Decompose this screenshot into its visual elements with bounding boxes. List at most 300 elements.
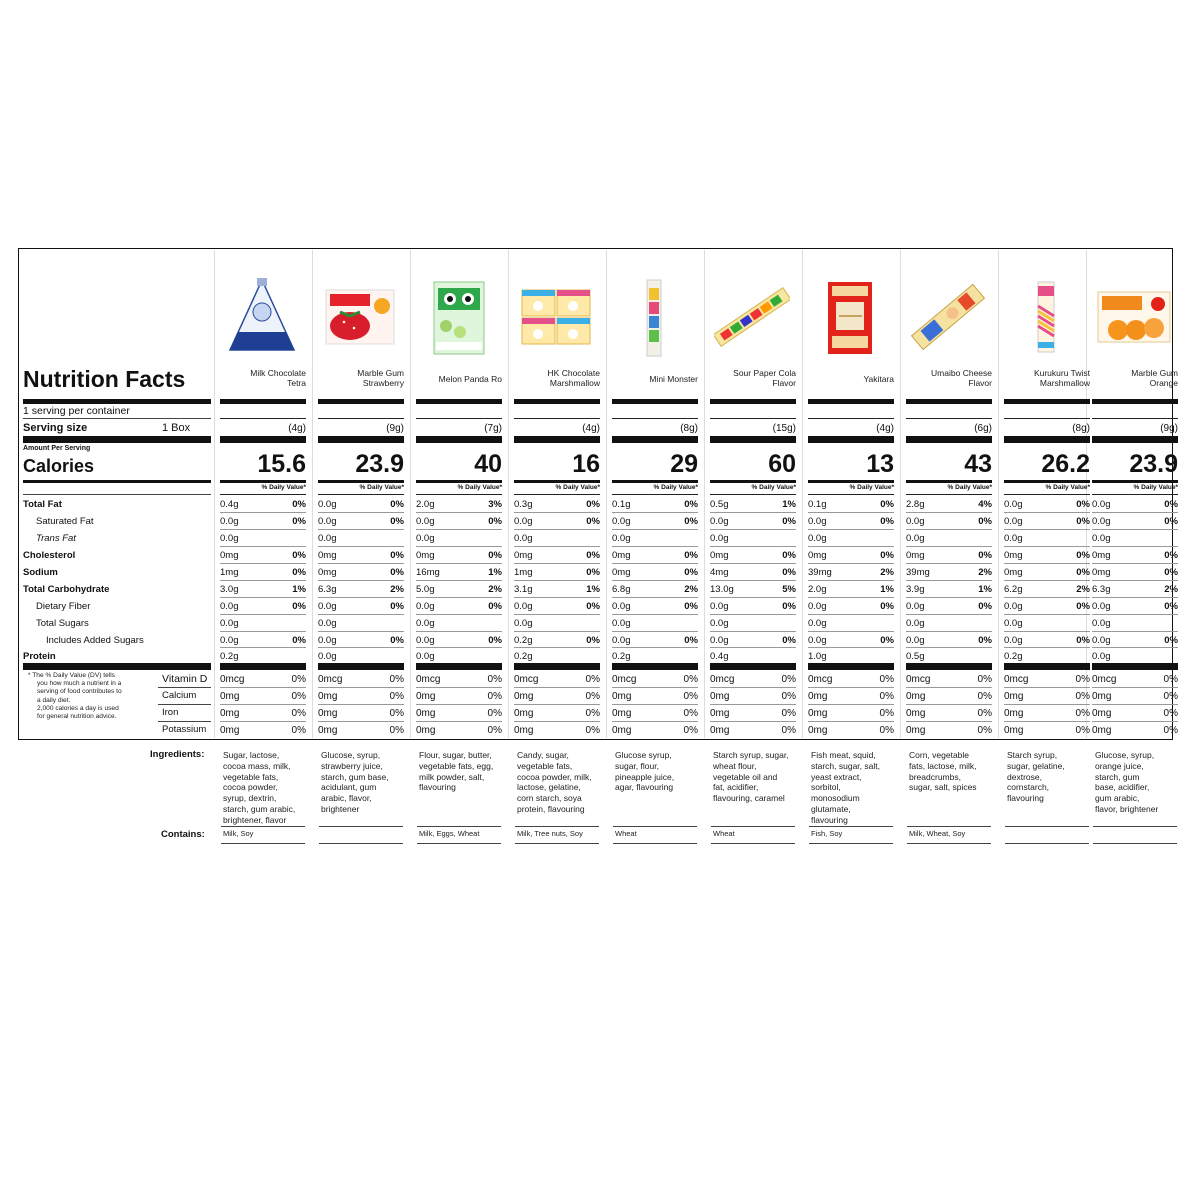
rule [416, 597, 502, 598]
product-name-line: Melon Panda Ro [438, 374, 502, 384]
daily-value-header: % Daily Value* [555, 484, 600, 491]
ingredients-line: sorbitol, [811, 782, 841, 793]
rule [1004, 399, 1090, 404]
rule [220, 546, 306, 547]
rule [1004, 418, 1090, 419]
vitamin-percent: 0% [781, 674, 796, 685]
vitamin-percent: 0% [585, 708, 600, 719]
hk-chocolate-marshmallow-package-icon [518, 276, 594, 358]
nutrient-amount: 0.0g [612, 635, 631, 646]
rule [220, 436, 306, 443]
nutrient-amount: 3.0g [220, 584, 239, 595]
nutrient-amount: 0.0g [710, 618, 729, 629]
rule [220, 631, 306, 632]
vitamin-percent: 0% [389, 691, 404, 702]
rule [416, 631, 502, 632]
ingredients-line: Fish meat, squid, [811, 750, 876, 760]
rule [514, 436, 600, 443]
allergen-contains: Milk, Wheat, Soy [909, 829, 966, 838]
nutrient-amount: 0.0g [220, 601, 239, 612]
ingredients-line: syrup, dextrin, [223, 793, 277, 804]
product-name-line: Mini Monster [649, 374, 698, 384]
vitamin-amount: 0mg [906, 691, 926, 702]
vitamin-percent: 0% [487, 691, 502, 702]
rule [1004, 631, 1090, 632]
vitamin-percent: 0% [781, 691, 796, 702]
rule [612, 480, 698, 483]
rule [1092, 663, 1178, 670]
nutrient-percent: 3% [488, 499, 502, 510]
nutrient-percent: 2% [1076, 584, 1090, 595]
rule [612, 687, 698, 688]
rule [612, 494, 698, 495]
rule [808, 687, 894, 688]
nutrient-percent: 0% [390, 635, 404, 646]
daily-value-header: % Daily Value* [849, 484, 894, 491]
nutrient-amount: 0.0g [1092, 635, 1111, 646]
rule [1092, 480, 1178, 483]
vitamin-percent: 0% [291, 708, 306, 719]
nutrient-amount: 0.0g [514, 618, 533, 629]
rule [1092, 647, 1178, 648]
calories-label: Calories [23, 456, 95, 476]
nutrient-percent: 0% [292, 550, 306, 561]
rule [23, 494, 211, 495]
rule [613, 843, 697, 844]
rule [809, 843, 893, 844]
rule [514, 512, 600, 513]
rule [612, 721, 698, 722]
rule [416, 436, 502, 443]
vitamin-percent: 0% [977, 674, 992, 685]
amount-per-serving: Amount Per Serving [23, 445, 91, 452]
rule [906, 704, 992, 705]
nutrient-amount: 0.0g [416, 635, 435, 646]
rule [710, 436, 796, 443]
nutrient-percent: 0% [1164, 516, 1178, 527]
rule [514, 399, 600, 404]
product-name [906, 368, 992, 388]
rule [612, 436, 698, 443]
rule [318, 563, 404, 564]
rule [808, 580, 894, 581]
rule [416, 580, 502, 581]
ingredients-line: fat, acidifier, [713, 782, 759, 793]
vitamin-amount: 0mg [808, 708, 828, 719]
rule [416, 480, 502, 483]
rule [612, 614, 698, 615]
rule [319, 826, 403, 827]
nutrient-percent: 0% [586, 499, 600, 510]
footnote-line: a daily diet. [37, 696, 71, 704]
rule [612, 647, 698, 648]
vitamin-amount: 0mcg [808, 674, 833, 685]
rule [808, 563, 894, 564]
label-calcium: Calcium [162, 690, 197, 701]
ingredients-line: sugar, gelatine, [1007, 760, 1065, 771]
nutrient-amount: 0.2g [514, 651, 533, 662]
nutrient-percent: 0% [1076, 499, 1090, 510]
label-added-sugars: Includes Added Sugars [46, 635, 144, 646]
allergen-contains: Wheat [615, 829, 637, 838]
product-column [612, 248, 698, 740]
rule [1004, 529, 1090, 530]
ingredients-text [321, 750, 404, 815]
vitamin-percent: 0% [487, 708, 502, 719]
ingredients-line: Glucose, syrup, [321, 750, 381, 760]
label-protein: Protein [23, 651, 56, 662]
vitamin-amount: 0mg [1004, 691, 1024, 702]
nutrient-percent: 0% [488, 516, 502, 527]
nutrient-percent: 0% [880, 550, 894, 561]
ingredients-line: dextrose, [1007, 771, 1042, 782]
rule [514, 721, 600, 722]
rule [1004, 614, 1090, 615]
nutrient-percent: 4% [978, 499, 992, 510]
nutrient-amount: 0.0g [1004, 499, 1023, 510]
rule [1004, 480, 1090, 483]
footnote-line: serving of food contributes to [37, 688, 122, 696]
nutrient-percent: 0% [684, 601, 698, 612]
rule [710, 512, 796, 513]
nutrient-percent: 0% [1164, 550, 1178, 561]
nutrient-percent: 0% [1076, 635, 1090, 646]
rule [1092, 580, 1178, 581]
rule [318, 663, 404, 670]
nutrient-percent: 0% [1164, 601, 1178, 612]
product-name-line: Flavor [968, 378, 992, 388]
vitamin-percent: 0% [585, 691, 600, 702]
nutrient-percent: 2% [1164, 584, 1178, 595]
ingredients-line: Starch syrup, sugar, [713, 750, 789, 760]
rule [1004, 687, 1090, 688]
rule [318, 546, 404, 547]
nutrient-amount: 5.0g [416, 584, 435, 595]
ingredients-line: flavor, brightener [1095, 803, 1159, 814]
rule [710, 418, 796, 419]
rule [808, 663, 894, 670]
nutrient-amount: 0.0g [808, 635, 827, 646]
nutrient-amount: 39mg [808, 567, 832, 578]
rule [416, 399, 502, 404]
ingredients-text [223, 750, 306, 826]
serving-size-value: 1 Box [162, 422, 191, 434]
vitamin-percent: 0% [1163, 725, 1178, 736]
rule [612, 529, 698, 530]
ingredients-line: monosodium [811, 793, 860, 804]
ingredients-line: starch, gum base, [321, 771, 389, 782]
ingredients-line: cocoa powder, [223, 782, 278, 793]
nutrient-percent: 2% [390, 584, 404, 595]
vitamin-amount: 0mcg [710, 674, 735, 685]
nutrient-percent: 1% [880, 584, 894, 595]
nutrient-percent: 0% [684, 567, 698, 578]
ingredients-line: Candy, sugar, [517, 750, 569, 760]
nutrient-amount: 0mg [416, 550, 435, 561]
vitamin-percent: 0% [683, 708, 698, 719]
rule [318, 512, 404, 513]
vitamin-amount: 0mg [1004, 725, 1024, 736]
rule [710, 529, 796, 530]
footnote-line: for general nutrition advice. [37, 713, 117, 721]
nutrient-percent: 0% [782, 550, 796, 561]
rule [416, 563, 502, 564]
rule [1092, 631, 1178, 632]
rule [1004, 580, 1090, 581]
serving-size: (4g) [582, 423, 600, 434]
label-iron: Iron [162, 707, 179, 718]
serving-size: (7g) [484, 423, 502, 434]
rule [906, 436, 992, 443]
vitamin-amount: 0mg [416, 691, 436, 702]
product-name [1092, 368, 1178, 388]
rule [710, 663, 796, 670]
vitamin-amount: 0mg [318, 725, 338, 736]
nutrient-percent: 0% [782, 516, 796, 527]
ingredients-line: strawberry juice, [321, 760, 383, 771]
product-name-line: Marshmallow [549, 378, 600, 388]
mini-monster-package-icon [616, 276, 692, 358]
daily-value-header: % Daily Value* [1133, 484, 1178, 491]
vitamin-percent: 0% [1075, 674, 1090, 685]
ingredients-line: yeast extract, [811, 771, 862, 782]
product-name-line: Tetra [287, 378, 306, 388]
ingredients-text [713, 750, 796, 804]
rule [906, 647, 992, 648]
label-total-fat: Total Fat [23, 499, 62, 510]
vitamin-percent: 0% [1075, 691, 1090, 702]
nutrient-percent: 0% [390, 516, 404, 527]
nutrient-amount: 0.0g [808, 533, 827, 544]
nutrient-amount: 0.0g [220, 635, 239, 646]
label-total-carbohydrate: Total Carbohydrate [23, 584, 110, 595]
nutrient-amount: 0mg [612, 567, 631, 578]
nutrient-amount: 0.0g [1004, 635, 1023, 646]
nutrient-amount: 0.0g [318, 635, 337, 646]
rule [1092, 546, 1178, 547]
nutrient-percent: 0% [880, 516, 894, 527]
nutrient-amount: 0mg [1092, 550, 1111, 561]
mid-rule [23, 480, 211, 483]
product-name [808, 374, 894, 384]
nutrient-amount: 0mg [318, 567, 337, 578]
rule [710, 704, 796, 705]
nutrient-percent: 1% [488, 567, 502, 578]
thick-rule [23, 436, 211, 443]
ingredients-line: flavouring, caramel [713, 793, 785, 804]
nutrient-percent: 0% [390, 550, 404, 561]
daily-value-header: % Daily Value* [359, 484, 404, 491]
rule [1092, 721, 1178, 722]
product-column [416, 248, 502, 740]
nutrient-percent: 2% [488, 584, 502, 595]
rule [220, 494, 306, 495]
rule [711, 826, 795, 827]
ingredients-line: orange juice, [1095, 760, 1144, 771]
ingredients-line: acidulant, gum [321, 782, 377, 793]
nutrient-amount: 1mg [514, 567, 533, 578]
nutrient-amount: 0.5g [906, 651, 925, 662]
rule [808, 436, 894, 443]
rule [710, 563, 796, 564]
ingredients-text [1095, 750, 1178, 815]
nutrient-amount: 0.0g [808, 601, 827, 612]
nutrient-percent: 0% [782, 567, 796, 578]
nutrient-amount: 3.9g [906, 584, 925, 595]
ingredients-line: Corn, vegetable [909, 750, 970, 760]
rule [907, 826, 991, 827]
product-name-line: Orange [1149, 378, 1178, 388]
rule [318, 480, 404, 483]
nutrient-amount: 0mg [710, 550, 729, 561]
nutrient-amount: 0.0g [710, 516, 729, 527]
nutrient-percent: 2% [880, 567, 894, 578]
vitamin-amount: 0mg [710, 691, 730, 702]
product-name-line: Milk Chocolate [250, 368, 306, 378]
nutrient-amount: 0.0g [318, 651, 337, 662]
nutrient-amount: 0.0g [808, 618, 827, 629]
daily-value-header: % Daily Value* [261, 484, 306, 491]
rule [808, 418, 894, 419]
rule [515, 843, 599, 844]
vitamin-amount: 0mg [318, 691, 338, 702]
nutrient-amount: 0.5g [710, 499, 729, 510]
vitamin-amount: 0mcg [416, 674, 441, 685]
vitamin-percent: 0% [781, 725, 796, 736]
product-name-line: Marble Gum [1131, 368, 1178, 378]
allergen-contains: Wheat [713, 829, 735, 838]
nutrient-percent: 0% [880, 499, 894, 510]
rule [220, 512, 306, 513]
nutrient-amount: 0.0g [1092, 533, 1111, 544]
rule [808, 494, 894, 495]
nutrient-percent: 1% [586, 584, 600, 595]
rule [416, 494, 502, 495]
rule [416, 647, 502, 648]
rule [514, 663, 600, 670]
rule [1005, 826, 1089, 827]
rule [318, 436, 404, 443]
rule [514, 647, 600, 648]
umaibo-cheese-package-icon [910, 276, 986, 358]
nutrient-amount: 6.2g [1004, 584, 1023, 595]
column-divider [312, 250, 313, 738]
ingredients-line: Glucose syrup, [615, 750, 672, 760]
ingredients-line: vegetable fats, egg, [419, 760, 494, 771]
column-divider [410, 250, 411, 738]
nutrient-percent: 0% [292, 635, 306, 646]
nutrient-percent: 0% [978, 516, 992, 527]
calories-value: 43 [964, 450, 992, 478]
product-column [906, 248, 992, 740]
rule [1092, 494, 1178, 495]
nutrient-percent: 0% [390, 601, 404, 612]
vitamin-amount: 0mg [514, 708, 534, 719]
rule [514, 580, 600, 581]
ingredients-text [419, 750, 502, 793]
ingredients-line: cocoa mass, milk, [223, 760, 291, 771]
rule [220, 687, 306, 688]
rule [612, 704, 698, 705]
nutrient-amount: 0.0g [220, 533, 239, 544]
allergen-contains: Milk, Tree nuts, Soy [517, 829, 583, 838]
product-name-line: Strawberry [362, 378, 404, 388]
ingredients-line: brightener [321, 803, 360, 814]
rule [612, 597, 698, 598]
vitamin-amount: 0mcg [220, 674, 245, 685]
rule [318, 399, 404, 404]
vitamin-amount: 0mg [416, 708, 436, 719]
ingredients-line: breadcrumbs, [909, 771, 961, 782]
rule [1004, 563, 1090, 564]
nutrient-percent: 0% [390, 499, 404, 510]
sour-paper-cola-package-icon [714, 276, 790, 358]
rule [158, 721, 211, 722]
rule [906, 687, 992, 688]
product-name [612, 374, 698, 384]
ingredients-text [909, 750, 992, 793]
vitamin-percent: 0% [291, 725, 306, 736]
nutrient-amount: 0.1g [808, 499, 827, 510]
vitamin-percent: 0% [389, 708, 404, 719]
rule [612, 663, 698, 670]
rule [906, 546, 992, 547]
product-name-line: Marble Gum [357, 368, 404, 378]
rule [319, 843, 403, 844]
rule [1092, 704, 1178, 705]
rule [318, 631, 404, 632]
serving-size-label: Serving size [23, 422, 88, 434]
rule [906, 580, 992, 581]
ingredients-line: sugar, flour, [615, 760, 659, 771]
vitamin-percent: 0% [879, 725, 894, 736]
ingredients-line: arabic, flavor, [321, 793, 372, 804]
daily-value-header: % Daily Value* [457, 484, 502, 491]
column-divider [508, 250, 509, 738]
vitamin-amount: 0mg [906, 708, 926, 719]
rule [318, 597, 404, 598]
nutrient-amount: 0.0g [906, 601, 925, 612]
product-name-line: Umaibo Cheese [931, 368, 992, 378]
rule [416, 512, 502, 513]
rule [1004, 597, 1090, 598]
ingredients-line: cocoa powder, milk, [517, 771, 592, 782]
ingredients-text [615, 750, 698, 793]
vitamin-amount: 0mg [710, 708, 730, 719]
nutrient-percent: 0% [1076, 567, 1090, 578]
rule [220, 480, 306, 483]
vitamin-amount: 0mg [514, 691, 534, 702]
rule [1093, 826, 1177, 827]
nutrient-percent: 0% [488, 550, 502, 561]
rule [808, 704, 894, 705]
nutrient-amount: 0mg [808, 550, 827, 561]
ingredients-line: sugar, salt, spices [909, 782, 977, 793]
ingredients-line: flavouring [419, 782, 456, 793]
vitamin-amount: 0mcg [906, 674, 931, 685]
nutrient-amount: 0.0g [220, 516, 239, 527]
rule [515, 826, 599, 827]
serving-size: (8g) [680, 423, 698, 434]
rule [1092, 418, 1178, 419]
ingredients-line: vegetable fats, [223, 771, 279, 782]
nutrient-percent: 0% [488, 601, 502, 612]
nutrient-percent: 2% [978, 567, 992, 578]
rule [158, 704, 211, 705]
rule [220, 418, 306, 419]
rule [808, 480, 894, 483]
nutrient-amount: 0.0g [220, 618, 239, 629]
